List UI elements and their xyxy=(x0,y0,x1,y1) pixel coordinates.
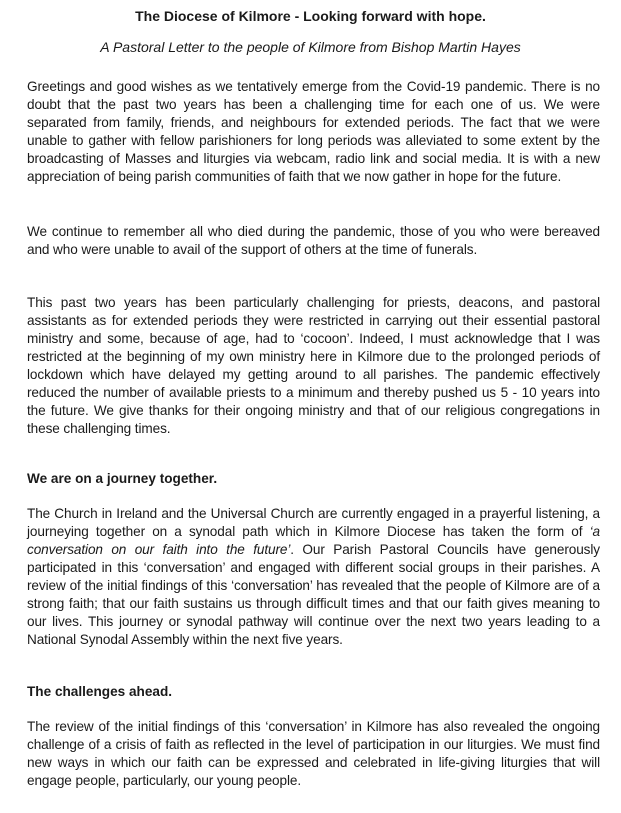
paragraph-challenges: The review of the initial findings of this ‘conversation’ in Kilmore has also revealed the ongoing challenge of a crisis of faith as reflected in the level of participation in our liturgies. We must find new ways in which our faith can be expressed and celebrated in life-giving liturgies that will engage people, particularly, our young people. xyxy=(27,719,600,788)
paragraph-remembrance: We continue to remember all who died during the pandemic, those of you who were bereaved and who were unable to avail of the support of others at the time of funerals. xyxy=(27,224,600,257)
paragraph-synodal-italic-phrase: ‘a conversation on our faith into the future’ xyxy=(27,524,600,557)
document-subtitle: A Pastoral Letter to the people of Kilmore from Bishop Martin Hayes xyxy=(100,39,521,55)
paragraph-clergy: This past two years has been particularly challenging for priests, deacons, and pastoral assistants as for extended periods they were restricted in carrying out their essential pastoral ministry and some, because of age, had to ‘cocoon’. Indeed, I must acknowledge that I was restricted at the beginning of my own ministry here in Kilmore due to the prolonged periods of lockdown which have delayed my getting around to all parishes. The pandemic effectively reduced the number of available priests to a minimum and thereby pushed us 5 - 10 years into the future. We give thanks for their ongoing ministry and that of our religious congregations in these challenging times. xyxy=(27,295,600,436)
paragraph-synodal-text-start: The Church in Ireland and the Universal Church are currently engaged in a prayerful listening, a journeying together on a synodal path which in Kilmore Diocese has taken the form of xyxy=(27,506,600,539)
section-heading-challenges: The challenges ahead. xyxy=(27,684,173,699)
paragraph-synodal-text-end: . Our Parish Pastoral Councils have generously participated in this ‘conversation’ and engaged with different social groups in their parishes. A review of the initial findings of this ‘conversation’ has revealed that the people of Kilmore are of a strong faith; that our faith sustains us through difficult times and that our faith gives meaning to our lives. This journey or synodal pathway will continue over the next two years leading to a National Synodal Assembly within the next five years. xyxy=(27,542,601,647)
document-title: The Diocese of Kilmore - Looking forward with hope. xyxy=(135,8,486,24)
paragraph-synodal-path xyxy=(27,505,600,649)
section-heading-journey: We are on a journey together. xyxy=(27,471,218,486)
paragraph-greetings: Greetings and good wishes as we tentatively emerge from the Covid-19 pandemic. There is no doubt that the past two years has been a challenging time for each one of us. We were separated from family, friends, and neighbours for extended periods. The fact that we were unable to gather with fellow parishioners for long periods was alleviated to some extent by the broadcasting of Masses and liturgies via webcam, radio link and social media. It is with a new appreciation of being parish communities of faith that we now gather in hope for the future. xyxy=(27,79,600,184)
